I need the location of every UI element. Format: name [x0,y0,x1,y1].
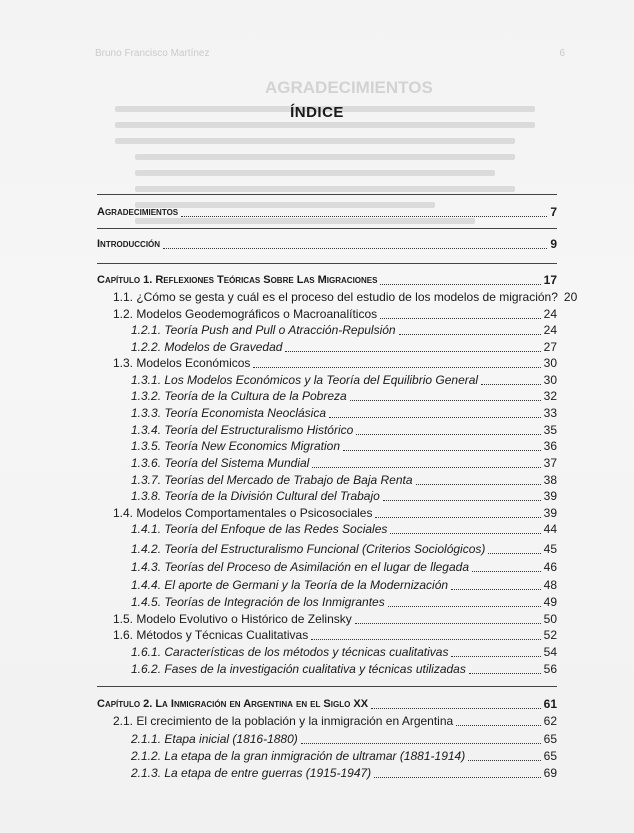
toc-leader-dots [181,215,547,217]
toc-entry [97,644,557,660]
toc-leader-dots [371,707,541,709]
toc-entry [97,748,557,764]
toc-entry-page: 65 [543,749,557,763]
toc-entry [97,765,557,781]
toc-leader-dots [472,570,541,572]
toc-entry [97,339,557,355]
toc-entry-page: 56 [543,662,557,676]
toc-entry-label: 1.3.8. Teoría de la División Cultural del Trabajo [131,489,380,503]
toc-entry-label: Agradecimientos [97,206,179,218]
toc-entry [97,355,557,371]
toc-entry-page: 50 [543,612,557,626]
toc-entry-label: 1.1. ¿Cómo se gesta y cuál es el proceso del estudio de los modelos de migración? [113,290,558,304]
toc-entry-page: 33 [543,406,557,420]
toc-entry-label: 2.1.2. La etapa de la gran inmigración de ultramar (1881-1914) [131,749,466,763]
toc-leader-dots [481,383,541,385]
toc-entry-label: 2.1.3. La etapa de entre guerras (1915-1947) [131,766,372,780]
toc-entry-page: 24 [543,323,557,337]
toc-entry-page: 36 [543,439,557,453]
toc-entry [97,204,557,220]
bleed-line [135,186,515,192]
toc-entry-page: 27 [543,340,557,354]
toc-leader-dots [312,466,540,468]
section-divider [97,263,557,264]
toc-leader-dots [380,283,540,285]
bleed-line [115,138,515,144]
toc-entry-label: 1.3.2. Teoría de la Cultura de la Pobreza [131,389,347,403]
toc-leader-dots [163,247,547,249]
toc-entry-label: 1.3.3. Teoría Economista Neoclásica [131,406,326,420]
toc-leader-dots [451,655,540,657]
section-divider [97,194,557,195]
toc-entry-page: 65 [543,732,557,746]
toc-entry-label: 1.4.2. Teoría del Estructuralismo Funcional (Criterios Sociológicos) [131,542,486,556]
toc-entry-label: Introducción [97,238,161,250]
toc-entry [97,713,557,729]
toc-entry [97,322,557,338]
toc-entry [97,696,557,712]
bleed-line [135,154,515,160]
toc-leader-dots [350,399,541,401]
toc-leader-dots [383,499,541,501]
toc-leader-dots [388,605,541,607]
toc-leader-dots [355,622,541,624]
toc-entry [97,236,557,252]
toc-entry-page: 17 [543,273,557,287]
toc-entry-label: 1.4.3. Teorías del Proceso de Asimilación en el lugar de llegada [131,560,469,574]
toc-entry-label: 2.1.1. Etapa inicial (1816-1880) [131,732,298,746]
toc-leader-dots [488,552,540,554]
toc-entry-page: 45 [543,542,557,556]
toc-entry-label: 1.4.5. Teorías de Integración de los Inmigrantes [131,595,385,609]
toc-entry [97,627,557,643]
toc-leader-dots [456,724,540,726]
toc-leader-dots [329,416,541,418]
toc-entry [97,438,557,454]
toc-entry-label: 1.3.5. Teoría New Economics Migration [131,439,340,453]
toc-leader-dots [311,638,540,640]
toc-entry-label: 1.6.1. Características de los métodos y técnicas cualitativas [131,645,449,659]
toc-entry [97,422,557,438]
toc-entry-label: 1.3.4. Teoría del Estructuralismo Histórico [131,423,354,437]
toc-leader-dots [468,759,540,761]
toc-entry [97,731,557,747]
toc-leader-dots [285,350,540,352]
toc-entry-label: 1.5. Modelo Evolutivo o Histórico de Zelinsky [113,612,352,626]
toc-entry-page: 37 [543,456,557,470]
toc-entry-label: Capítulo 1. Reflexiones Teóricas Sobre Las Migraciones [97,274,378,286]
page-title: ÍNDICE [290,104,344,121]
toc-leader-dots [469,672,541,674]
toc-entry-label: 1.4.4. El aporte de Germani y la Teoría de la Modernización [131,578,449,592]
toc-entry [97,272,557,288]
toc-entry-page: 54 [543,645,557,659]
toc-leader-dots [380,317,541,319]
toc-entry [97,388,557,404]
toc-entry [97,559,557,575]
bleed-line [135,170,495,176]
toc-entry-label: 1.3.1. Los Modelos Económicos y la Teoría del Equilibrio General [131,373,479,387]
toc-leader-dots [356,433,540,435]
toc-entry [97,505,557,521]
toc-entry-page: 32 [543,389,557,403]
section-divider [97,686,557,687]
toc-entry-page: 9 [550,237,557,251]
toc-entry-page: 44 [543,522,557,536]
toc-entry-page: 30 [543,356,557,370]
toc-entry-label: Capítulo 2. La Inmigración en Argentina en el Siglo XX [97,698,369,710]
toc-entry-label: 1.3.7. Teorías del Mercado de Trabajo de Baja Renta [131,473,413,487]
toc-entry [97,455,557,471]
toc-entry [97,488,557,504]
toc-entry [97,661,557,677]
toc-entry-page: 46 [543,560,557,574]
toc-entry-page: 52 [543,628,557,642]
bleed-through-text [95,48,575,258]
toc-entry-page: 24 [543,307,557,321]
toc-entry-label: 1.6.2. Fases de la investigación cualitativa y técnicas utilizadas [131,662,466,676]
toc-entry-page: 69 [543,766,557,780]
toc-entry [97,405,557,421]
toc-entry [97,472,557,488]
toc-entry [97,289,578,305]
toc-entry-label: 1.4. Modelos Comportamentales o Psicosociales [113,506,373,520]
toc-entry-label: 1.6. Métodos y Técnicas Cualitativas [113,628,309,642]
toc-leader-dots [374,776,540,778]
toc-leader-dots [451,588,541,590]
toc-entry-label: 1.2.2. Modelos de Gravedad [131,340,283,354]
toc-leader-dots [343,449,541,451]
toc-entry [97,541,557,557]
page-marker: 6 [559,48,565,59]
toc-entry [97,611,557,627]
toc-entry [97,521,557,537]
toc-entry [97,594,557,610]
bleed-title: AGRADECIMIENTOS [265,78,433,97]
toc-leader-dots [301,742,541,744]
toc-entry-page: 62 [543,714,557,728]
toc-leader-dots [253,366,540,368]
toc-entry-page: 39 [543,506,557,520]
running-title: Bruno Francisco Martínez [95,48,210,59]
toc-entry-page: 39 [543,489,557,503]
section-divider [97,228,557,229]
toc-entry-page: 35 [543,423,557,437]
toc-entry-label: 2.1. El crecimiento de la población y la inmigración en Argentina [113,714,454,728]
toc-entry-page: 7 [550,205,557,219]
toc-entry-label: 1.3.6. Teoría del Sistema Mundial [131,456,310,470]
toc-leader-dots [399,333,541,335]
toc-entry [97,306,557,322]
toc-entry-page: 49 [543,595,557,609]
toc-leader-dots [375,516,540,518]
toc-entry-label: 1.2.1. Teoría Push and Pull o Atracción-Repulsión [131,323,396,337]
toc-entry-page: 61 [543,697,557,711]
toc-entry-label: 1.2. Modelos Geodemográficos o Macroanalíticos [113,307,378,321]
toc-entry-page: 20 [563,290,578,304]
toc-entry-page: 30 [543,373,557,387]
toc-entry-page: 38 [543,473,557,487]
toc-entry-page: 48 [543,578,557,592]
toc-entry [97,577,557,593]
toc-leader-dots [416,483,541,485]
toc-leader-dots [390,532,540,534]
toc-entry-label: 1.3. Modelos Económicos [113,356,251,370]
toc-entry [97,372,557,388]
bleed-line [115,122,535,128]
toc-entry-label: 1.4.1. Teoría del Enfoque de las Redes Sociales [131,522,388,536]
